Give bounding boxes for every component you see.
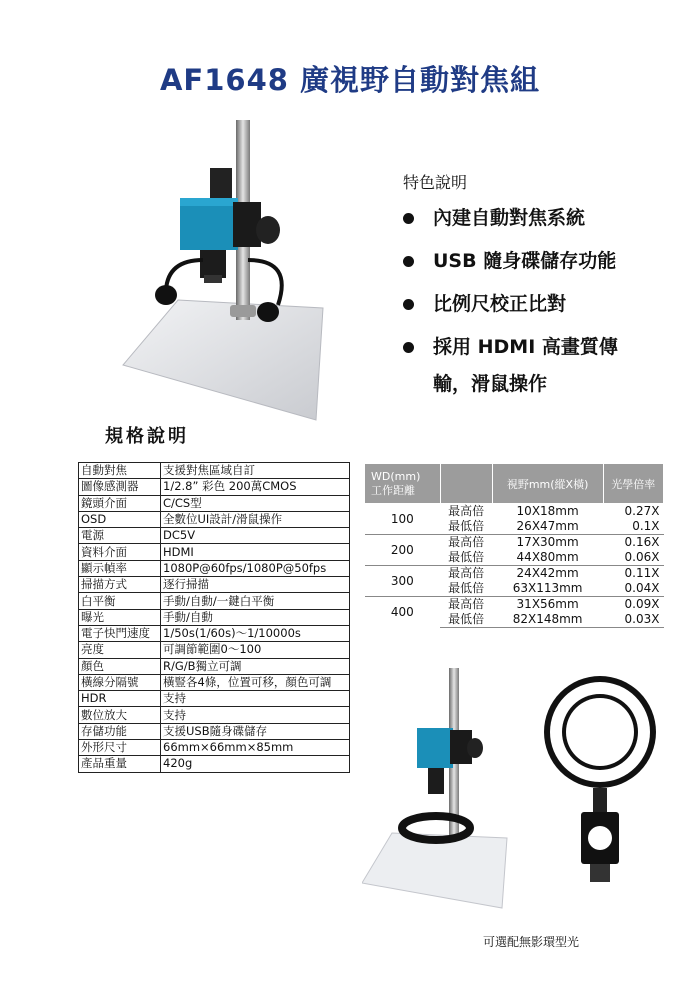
spec-value: 支持	[161, 707, 350, 723]
spec-key: 白平衡	[79, 593, 161, 609]
optics-mag: 0.03X	[603, 612, 663, 628]
spec-value: R/G/B獨立可調	[161, 658, 350, 674]
spec-row	[79, 528, 350, 544]
optics-table	[364, 463, 664, 628]
optics-fov: 63X113mm	[492, 581, 603, 597]
spec-key: 掃描方式	[79, 577, 161, 593]
optics-level: 最低倍	[440, 581, 492, 597]
optics-mag: 0.04X	[603, 581, 663, 597]
features-list	[403, 205, 618, 414]
spec-value: 全數位UI設計/滑鼠操作	[161, 511, 350, 527]
spec-key: 鏡頭介面	[79, 495, 161, 511]
bullet-icon	[403, 342, 414, 353]
optics-row-high	[365, 597, 664, 613]
optics-fov: 44X80mm	[492, 550, 603, 566]
spec-value: 420g	[161, 756, 350, 772]
spec-row	[79, 642, 350, 658]
spec-table	[78, 462, 350, 773]
optics-level: 最低倍	[440, 519, 492, 535]
spec-value: DC5V	[161, 528, 350, 544]
optics-wd: 400	[365, 597, 441, 628]
spec-value: 手動/自動	[161, 609, 350, 625]
spec-key: 電子快門速度	[79, 625, 161, 641]
spec-row	[79, 625, 350, 641]
spec-row	[79, 658, 350, 674]
spec-key: 資料介面	[79, 544, 161, 560]
ring-light-caption: 可選配無影環型光	[483, 935, 580, 949]
spec-value: 支援USB隨身碟儲存	[161, 723, 350, 739]
optics-mag: 0.27X	[603, 504, 663, 520]
spec-row	[79, 723, 350, 739]
spec-key: 曝光	[79, 609, 161, 625]
bullet-icon	[403, 299, 414, 310]
spec-key: 亮度	[79, 642, 161, 658]
spec-value: 手動/自動/一鍵白平衡	[161, 593, 350, 609]
optics-wd: 300	[365, 566, 441, 597]
spec-value: HDMI	[161, 544, 350, 560]
optics-row-high	[365, 504, 664, 520]
optics-level: 最高倍	[440, 504, 492, 520]
spec-key: 顏色	[79, 658, 161, 674]
spec-value: 1080P@60fps/1080P@50fps	[161, 560, 350, 576]
spec-key: 數位放大	[79, 707, 161, 723]
optics-level: 最高倍	[440, 597, 492, 613]
feature-item-continuation: 輸，滑鼠操作	[433, 373, 548, 395]
spec-row	[79, 691, 350, 707]
optics-header-wd: WD(mm) 工作距離	[365, 464, 441, 504]
optics-fov: 82X148mm	[492, 612, 603, 628]
spec-value: 可調節範圍0～100	[161, 642, 350, 658]
spec-key: 圖像感測器	[79, 479, 161, 495]
optics-header-blank	[440, 464, 492, 504]
spec-key: OSD	[79, 511, 161, 527]
bullet-icon	[403, 256, 414, 267]
feature-item: 比例尺校正比對	[403, 291, 618, 317]
spec-row	[79, 756, 350, 772]
spec-key: 自動對焦	[79, 463, 161, 479]
optics-header-mag: 光學倍率	[603, 464, 663, 504]
optics-mag: 0.16X	[603, 535, 663, 551]
spec-key: 產品重量	[79, 756, 161, 772]
spec-row	[79, 511, 350, 527]
spec-row	[79, 674, 350, 690]
spec-key: 存儲功能	[79, 723, 161, 739]
microscope-product-image	[118, 110, 328, 425]
optics-mag: 0.06X	[603, 550, 663, 566]
feature-item: 內建自動對焦系統	[403, 205, 618, 231]
feature-item: USB 隨身碟儲存功能	[403, 248, 618, 274]
spec-value: 支援對焦區域自訂	[161, 463, 350, 479]
spec-row	[79, 577, 350, 593]
spec-row	[79, 707, 350, 723]
optics-wd: 100	[365, 504, 441, 535]
spec-value: 支持	[161, 691, 350, 707]
optics-wd: 200	[365, 535, 441, 566]
spec-row	[79, 479, 350, 495]
optics-header-fov: 視野mm(縱X橫)	[492, 464, 603, 504]
spec-value: 1/50s(1/60s)～1/10000s	[161, 625, 350, 641]
spec-row	[79, 593, 350, 609]
optics-level: 最高倍	[440, 566, 492, 582]
spec-key: 橫線分隔號	[79, 674, 161, 690]
optics-fov: 10X18mm	[492, 504, 603, 520]
microscope-ringlight-image	[362, 668, 512, 913]
page-title: AF1648 廣視野自動對焦組	[159, 63, 541, 97]
optics-fov: 17X30mm	[492, 535, 603, 551]
optics-fov: 26X47mm	[492, 519, 603, 535]
spec-key: 外形尺寸	[79, 740, 161, 756]
bullet-icon	[403, 213, 414, 224]
spec-key: 電源	[79, 528, 161, 544]
optics-level: 最低倍	[440, 550, 492, 566]
features-heading: 特色說明	[403, 173, 468, 192]
optics-level: 最高倍	[440, 535, 492, 551]
optics-row-high	[365, 535, 664, 551]
spec-value: C/CS型	[161, 495, 350, 511]
spec-value: 橫豎各4條，位置可移，顏色可調	[161, 674, 350, 690]
ring-light-image	[533, 670, 667, 892]
spec-heading: 規格說明	[105, 426, 189, 447]
spec-row	[79, 544, 350, 560]
spec-value: 逐行掃描	[161, 577, 350, 593]
optics-level: 最低倍	[440, 612, 492, 628]
spec-row	[79, 560, 350, 576]
spec-row	[79, 495, 350, 511]
spec-row	[79, 609, 350, 625]
optics-mag: 0.09X	[603, 597, 663, 613]
spec-row	[79, 740, 350, 756]
optics-fov: 31X56mm	[492, 597, 603, 613]
optics-mag: 0.1X	[603, 519, 663, 535]
spec-key: 顯示幀率	[79, 560, 161, 576]
spec-key: HDR	[79, 691, 161, 707]
feature-item: 採用 HDMI 高畫質傳	[403, 334, 618, 360]
spec-value: 66mm×66mm×85mm	[161, 740, 350, 756]
spec-value: 1/2.8” 彩色 200萬CMOS	[161, 479, 350, 495]
optics-row-high	[365, 566, 664, 582]
optics-fov: 24X42mm	[492, 566, 603, 582]
spec-row	[79, 463, 350, 479]
optics-mag: 0.11X	[603, 566, 663, 582]
